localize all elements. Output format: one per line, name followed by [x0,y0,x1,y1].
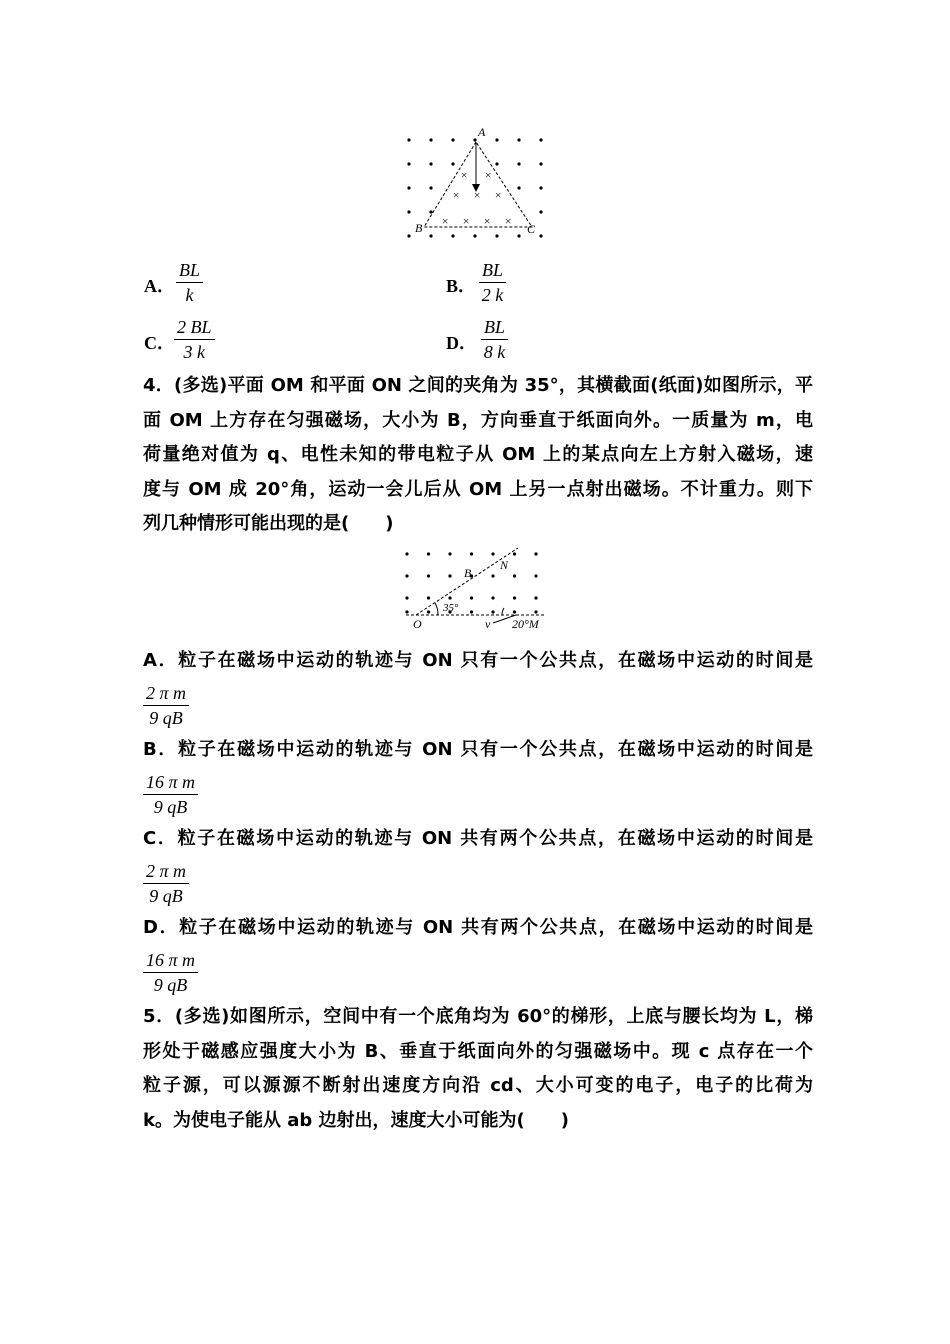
field-dot [451,138,454,141]
label-o: O [413,617,422,631]
field-dot [495,162,498,165]
field-dot [405,596,408,599]
q5-line: 形处于磁感应强度大小为 B、垂直于纸面向外的匀强磁场中。现 c 点存在一个 [143,1041,813,1062]
field-dot [405,574,408,577]
field-dot [539,162,542,165]
field-dot [491,610,494,613]
field-cross: × [472,188,482,202]
field-dot [473,138,476,141]
q4-line: 4．(多选)平面 OM 和平面 ON 之间的夹角为 35°，其横截面(纸面)如图所示，平 [143,375,813,396]
field-dots [405,552,537,613]
field-dot [448,574,451,577]
field-dot [429,186,432,189]
q5-line: 粒子源，可以源源不断射出速度方向沿 cd、大小可变的电子，电子的比荷为 [143,1075,813,1096]
field-dot [534,574,537,577]
option-fraction: $\frac{2 BL}{3 k}$ [174,316,215,363]
field-dot [534,596,537,599]
field-dot [539,186,542,189]
label-c: C [527,222,536,236]
field-dot [495,234,498,237]
label-a: A [478,125,486,139]
field-dot [491,596,494,599]
field-dot [429,162,432,165]
field-dot [534,610,537,613]
field-dot [517,234,520,237]
q4-line: 列几种情形可能出现的是( ) [143,513,394,534]
field-dot [470,610,473,613]
field-dot [405,610,408,613]
field-cross: × [482,214,492,228]
field-dot [470,552,473,555]
field-dot [513,552,516,555]
angle-arc-20 [502,608,504,615]
option-text: D．粒子在磁场中运动的轨迹与 ON 共有两个公共点，在磁场中运动的时间是 [143,917,813,938]
label-angle-35: 35° [443,602,459,614]
q4-line: 面 OM 上方存在匀强磁场，大小为 B，方向垂直于纸面向外。一质量为 m，电 [143,410,813,431]
field-dot [429,210,432,213]
field-dot [451,234,454,237]
field-dot [491,574,494,577]
field-dot [473,234,476,237]
label-20m: 20°M [512,617,539,631]
label-b: B [415,221,423,235]
option-label: C． [144,333,175,353]
field-dot [495,138,498,141]
option-fraction: $\frac{BL}{2 k}$ [479,259,506,306]
option-text: A．粒子在磁场中运动的轨迹与 ON 只有一个公共点，在磁场中运动的时间是 [143,650,813,671]
field-dot [448,552,451,555]
field-dot [427,552,430,555]
field-dot [407,186,410,189]
field-dot [405,552,408,555]
field-cross: × [451,188,461,202]
q4-line: 荷量绝对值为 q、电性未知的带电粒子从 OM 上的某点向左上方射入磁场，速 [143,444,813,465]
label-b: B [464,566,472,580]
option-fraction: $\frac{\text{16 π m}}{9 qB}$ [143,949,198,996]
field-dot [429,234,432,237]
option-label: B． [446,276,477,296]
option-fraction: $\frac{BL}{8 k}$ [481,316,508,363]
field-dot [427,574,430,577]
angle-arc-35 [435,603,438,615]
q4-line: 度与 OM 成 20°角，运动一会儿后从 OM 上另一点射出磁场。不计重力。则下 [143,479,813,500]
option-text: B．粒子在磁场中运动的轨迹与 ON 只有一个公共点，在磁场中运动的时间是 [143,739,813,760]
field-cross: × [483,168,493,182]
option-fraction: $\frac{BL}{k}$ [176,259,203,306]
label-v: v [485,617,491,631]
q5-line: k。为使电子能从 ab 边射出，速度大小可能为( ) [143,1110,569,1131]
field-dot [513,596,516,599]
option-fraction: $\frac{\text{2 π m}}{9 qB}$ [143,682,189,729]
option-label: D． [446,333,477,353]
field-dot [513,610,516,613]
q5-line: 5．(多选)如图所示，空间中有一个底角均为 60°的梯形，上底与腰长均为 L，梯 [143,1006,813,1027]
field-dot [407,210,410,213]
field-dot [539,234,542,237]
option-label: A． [144,276,175,296]
option-text: C．粒子在磁场中运动的轨迹与 ON 共有两个公共点，在磁场中运动的时间是 [143,828,813,849]
label-n: N [500,558,509,572]
field-dot [407,234,410,237]
field-dot [427,596,430,599]
option-fraction: $\frac{\text{2 π m}}{9 qB}$ [143,860,189,907]
figure-angle-field [398,544,553,634]
field-cross: × [493,188,503,202]
field-dot [534,552,537,555]
field-dot [451,162,454,165]
field-dot [491,552,494,555]
field-dot [407,138,410,141]
figure-triangle-field [400,124,555,248]
field-dot [448,596,451,599]
option-fraction: $\frac{\text{16 π m}}{9 qB}$ [143,771,198,818]
field-dot [429,138,432,141]
field-cross: × [503,214,513,228]
field-cross: × [440,214,450,228]
field-dot [517,186,520,189]
field-dot [427,610,430,613]
field-dot [539,210,542,213]
field-dot [539,138,542,141]
field-dot [517,162,520,165]
field-cross: × [459,168,469,182]
field-dot [470,596,473,599]
field-dot [513,574,516,577]
field-cross: × [461,214,471,228]
field-dot [517,138,520,141]
field-dot [407,162,410,165]
